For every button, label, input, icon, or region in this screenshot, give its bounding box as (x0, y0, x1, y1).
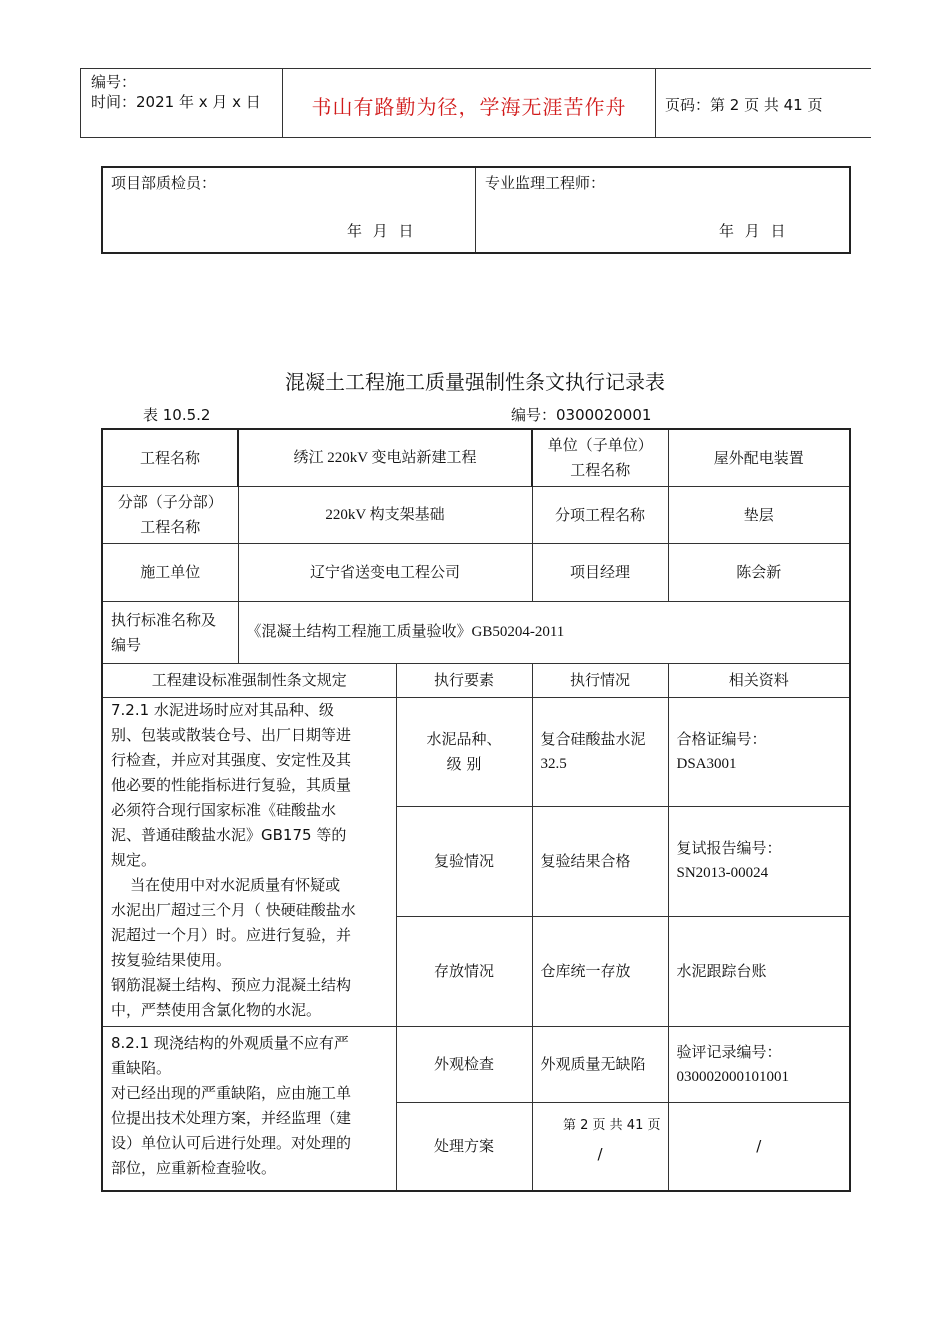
status-retest: 复验结果合格 (532, 807, 668, 916)
clause-line: 7.2.1 水泥进场时应对其品种、级 (111, 701, 334, 719)
subitem-label: 分项工程名称 (532, 487, 668, 544)
clause-8-2-1 (102, 1027, 396, 1191)
docs-cement-type (668, 698, 850, 807)
division-label: 分部（子分部）工程名称 (102, 487, 238, 544)
page-header (80, 68, 871, 138)
element-line: 级 别 (446, 755, 482, 774)
clause-7-2-1 (102, 698, 396, 1027)
status-treatment: / (532, 1103, 668, 1191)
status-line: 复合硅酸盐水泥 (540, 730, 646, 749)
docs-line: 030002000101001 (676, 1068, 789, 1085)
clause-line: 8.2.1 现浇结构的外观质量不应有严 (111, 1034, 349, 1052)
element-appearance: 外观检查 (396, 1027, 532, 1103)
col-header-clause: 工程建设标准强制性条文规定 (102, 664, 396, 698)
clause-line: 重缺陷。 (111, 1059, 172, 1077)
unit-label: 单位（子单位）工程名称 (532, 429, 668, 487)
clause-line: 部位，应重新检查验收。 (111, 1159, 277, 1177)
record-number: 编号：0300020001 (511, 406, 652, 424)
page-indicator: 页码：第 2 页 共 41 页 (665, 96, 823, 114)
col-header-docs: 相关资料 (668, 664, 850, 698)
document-title: 混凝土工程施工质量强制性条文执行记录表 (285, 370, 665, 394)
clause-line: 钢筋混凝土结构、预应力混凝土结构 (111, 976, 352, 994)
supervisor-label: 专业监理工程师： (485, 174, 606, 192)
docs-retest (668, 807, 850, 916)
clause-line: 泥、普通硅酸盐水泥》GB175 等的 (111, 826, 347, 844)
subitem-value: 垫层 (668, 487, 850, 544)
motto: 书山有路勤为径，学海无涯苦作舟 (311, 95, 627, 119)
clause-line: 设）单位认可后进行处理。对处理的 (111, 1134, 352, 1152)
docs-appearance (668, 1027, 850, 1103)
clause-line: 规定。 (111, 851, 157, 869)
clause-line: 中，严禁使用含氯化物的水泥。 (111, 1001, 322, 1019)
clause-line: 泥超过一个月）时。应进行复验，并 (111, 926, 352, 944)
division-value: 220kV 构支架基础 (238, 487, 532, 544)
unit-value: 屋外配电装置 (668, 429, 850, 487)
docs-storage: 水泥跟踪台账 (668, 916, 850, 1026)
element-cement-type (396, 698, 532, 807)
clause-line: 按复验结果使用。 (111, 951, 232, 969)
element-storage: 存放情况 (396, 916, 532, 1026)
clause-line: 当在使用中对水泥质量有怀疑或 (111, 876, 341, 894)
qc-inspector-date: 年 月 日 (347, 222, 414, 240)
clause-line: 他必要的性能指标进行复验，其质量 (111, 776, 352, 794)
signature-divider (475, 168, 476, 252)
project-name-value: 绣江 220kV 变电站新建工程 (238, 429, 532, 487)
col-header-element: 执行要素 (396, 664, 532, 698)
time-label: 时间：2021 年 x 月 x 日 (91, 93, 261, 111)
docs-line: 复试报告编号： (676, 839, 782, 858)
supervisor-date: 年 月 日 (719, 222, 786, 240)
docs-line: DSA3001 (676, 756, 737, 773)
motto-cell (283, 69, 656, 137)
clause-line: 对已经出现的严重缺陷，应由施工单 (111, 1084, 352, 1102)
table-number: 表 10.5.2 (143, 406, 211, 424)
standard-label: 执行标准名称及编号 (102, 602, 238, 664)
number-label: 编号： (91, 73, 137, 91)
clause-line: 别、包装或散装仓号、出厂日期等进 (111, 726, 352, 744)
qc-inspector-label: 项目部质检员： (111, 174, 217, 192)
manager-label: 项目经理 (532, 544, 668, 602)
contractor-label: 施工单位 (102, 544, 238, 602)
clause-line: 水泥出厂超过三个月（ 快硬硅酸盐水 (111, 901, 356, 919)
status-storage: 仓库统一存放 (532, 916, 668, 1026)
record-table (101, 428, 851, 1192)
clause-line: 必须符合现行国家标准《硅酸盐水 (111, 801, 337, 819)
docs-line: 合格证编号： (676, 730, 767, 749)
project-name-label: 工程名称 (102, 429, 238, 487)
clause-line: 行检查，并应对其强度、安定性及其 (111, 751, 352, 769)
status-cement-type (532, 698, 668, 807)
status-line: 32.5 (540, 756, 567, 773)
element-retest: 复验情况 (396, 807, 532, 916)
signature-table (101, 166, 851, 254)
header-meta-cell (81, 69, 283, 137)
docs-treatment: / (668, 1103, 850, 1191)
element-treatment: 处理方案 (396, 1103, 532, 1191)
status-appearance: 外观质量无缺陷 (532, 1027, 668, 1103)
element-line: 水泥品种、 (426, 730, 502, 749)
clause-line: 位提出技术处理方案，并经监理（建 (111, 1109, 352, 1127)
standard-value: 《混凝土结构工程施工质量验收》GB50204-2011 (238, 602, 850, 664)
contractor-value: 辽宁省送变电工程公司 (238, 544, 532, 602)
page-footer: 第 2 页 共 41 页 (563, 1118, 661, 1133)
docs-line: SN2013-00024 (676, 865, 769, 882)
manager-value: 陈会新 (668, 544, 850, 602)
docs-line: 验评记录编号： (676, 1042, 782, 1061)
col-header-status: 执行情况 (532, 664, 668, 698)
